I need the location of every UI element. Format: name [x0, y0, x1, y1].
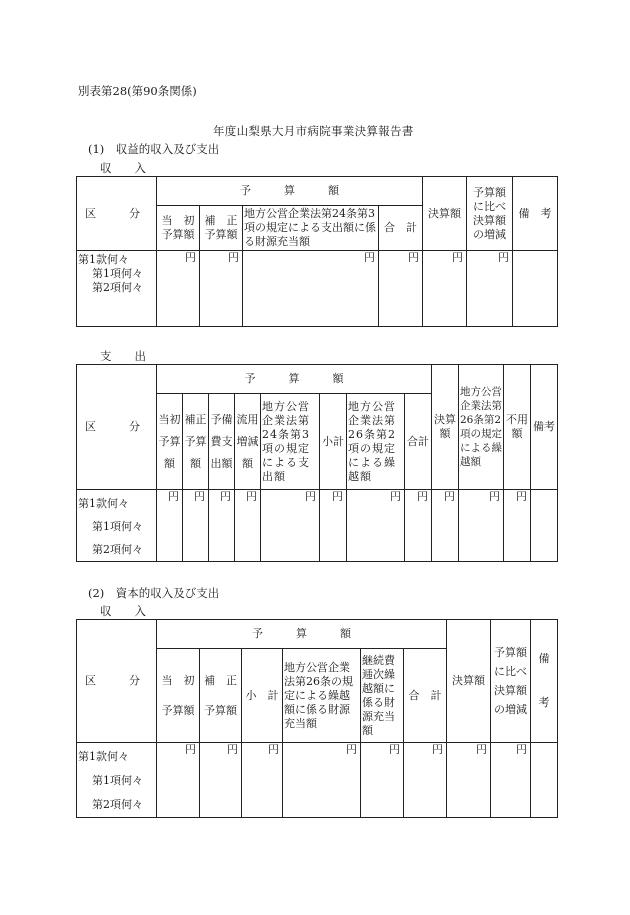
row-ko-1: 第1項何々 [92, 774, 143, 787]
yosan-header: 予 算 額 [157, 177, 423, 206]
row-labels [77, 490, 157, 562]
capital-income-table [76, 619, 561, 818]
yen-unit: 円 [200, 251, 243, 327]
section1-expense-label: 支 出 [100, 349, 146, 363]
zaigen-juto-header: 地方公営企業法第26条の規定による繰越額に係る財源充当額 [283, 649, 361, 743]
row-ko-2: 第2項何々 [92, 543, 143, 556]
kurikoshi-result-header: 地方公営企業法第26条第2項の規定による繰越額 [459, 365, 504, 490]
section1-heading: (1) 収益的収入及び支出 [88, 142, 220, 156]
zogen-header: 予算額に比べ決算額の増減 [467, 177, 513, 251]
kubun-header: 区 分 [77, 177, 157, 251]
fuyo-header: 不用額 [504, 365, 531, 490]
empty-cell [531, 490, 558, 562]
yen-unit: 円 [423, 251, 467, 327]
appendix-label: 別表第28(第90条関係) [78, 84, 197, 98]
row-ko-2: 第2項何々 [92, 281, 143, 294]
row-labels [77, 743, 157, 818]
toshoyosan-header: 当 初予算額 [157, 649, 200, 743]
yen-unit: 円 [504, 490, 531, 562]
kessan-header: 決算額 [447, 620, 491, 743]
yen-unit: 円 [209, 490, 235, 562]
yobihi-header: 予備費支出額 [209, 394, 235, 490]
ryuyo-header: 流用増減額 [235, 394, 261, 490]
row-kan: 第1款何々 [78, 497, 129, 510]
shishutsu-header: 地方公営企業法第24条第3項の規定による支出額 [261, 394, 320, 490]
empty-cell [531, 743, 558, 818]
row-labels [77, 251, 157, 327]
row-kan: 第1款何々 [78, 750, 129, 763]
zogen-header: 予算額に比べ決算額の増減 [491, 620, 531, 743]
yen-unit: 円 [379, 251, 423, 327]
biko-header: 備 考 [513, 177, 558, 251]
hoseiyosan-header: 補正予算額 [183, 394, 209, 490]
yen-unit: 円 [200, 743, 242, 818]
kessan-header: 決算額 [432, 365, 459, 490]
row-kan: 第1款何々 [78, 253, 129, 266]
yen-unit: 円 [347, 490, 405, 562]
biko-header: 備考 [531, 365, 558, 490]
shokei-header: 小計 [320, 394, 347, 490]
row-ko-1: 第1項何々 [92, 267, 143, 280]
yen-unit: 円 [405, 490, 432, 562]
section2-heading: (2) 資本的収入及び支出 [88, 586, 220, 600]
yen-unit: 円 [243, 251, 379, 327]
yosan-header: 予 算 額 [157, 620, 447, 649]
yen-unit: 円 [283, 743, 361, 818]
yen-unit: 円 [447, 743, 491, 818]
yen-unit: 円 [261, 490, 320, 562]
yosan-header: 予 算 額 [157, 365, 432, 394]
yen-unit: 円 [157, 490, 183, 562]
zaigen-juto-header: 地方公営企業法第24条第3項の規定による支出額に係る財源充当額 [243, 206, 379, 251]
yen-unit: 円 [235, 490, 261, 562]
hoseiyosan-header: 補 正予算額 [200, 206, 243, 251]
hoseiyosan-header: 補 正予算額 [200, 649, 242, 743]
row-ko-1: 第1項何々 [92, 520, 143, 533]
section1-income-label: 収 入 [100, 161, 146, 175]
gokei-header: 合計 [405, 394, 432, 490]
kubun-header: 区 分 [77, 620, 157, 743]
kubun-header: 区 分 [77, 365, 157, 490]
biko-header: 備 考 [531, 620, 558, 743]
row-ko-2: 第2項何々 [92, 798, 143, 811]
toshoyosan-header: 当 初予算額 [157, 206, 200, 251]
kessan-header: 決算額 [423, 177, 467, 251]
keizokuhi-header: 継続費逓次繰越額に係る財源充当額 [361, 649, 404, 743]
yen-unit: 円 [467, 251, 513, 327]
empty-cell [513, 251, 558, 327]
gokei-header: 合 計 [379, 206, 423, 251]
yen-unit: 円 [242, 743, 283, 818]
document-title: 年度山梨県大月市病院事業決算報告書 [213, 124, 414, 138]
gokei-header: 合 計 [404, 649, 447, 743]
yen-unit: 円 [361, 743, 404, 818]
revenue-expense-table [76, 364, 558, 562]
yen-unit: 円 [320, 490, 347, 562]
yen-unit: 円 [491, 743, 531, 818]
revenue-income-table [76, 176, 558, 327]
section2-income-label: 収 入 [100, 604, 146, 618]
toshoyosan-header: 当初予算額 [157, 394, 183, 490]
shokei-header: 小 計 [242, 649, 283, 743]
yen-unit: 円 [183, 490, 209, 562]
kurikoshi-header: 地方公営企業法第26条第2項の規定による繰越額 [347, 394, 405, 490]
yen-unit: 円 [432, 490, 459, 562]
yen-unit: 円 [157, 251, 200, 327]
yen-unit: 円 [157, 743, 200, 818]
yen-unit: 円 [459, 490, 504, 562]
yen-unit: 円 [404, 743, 447, 818]
